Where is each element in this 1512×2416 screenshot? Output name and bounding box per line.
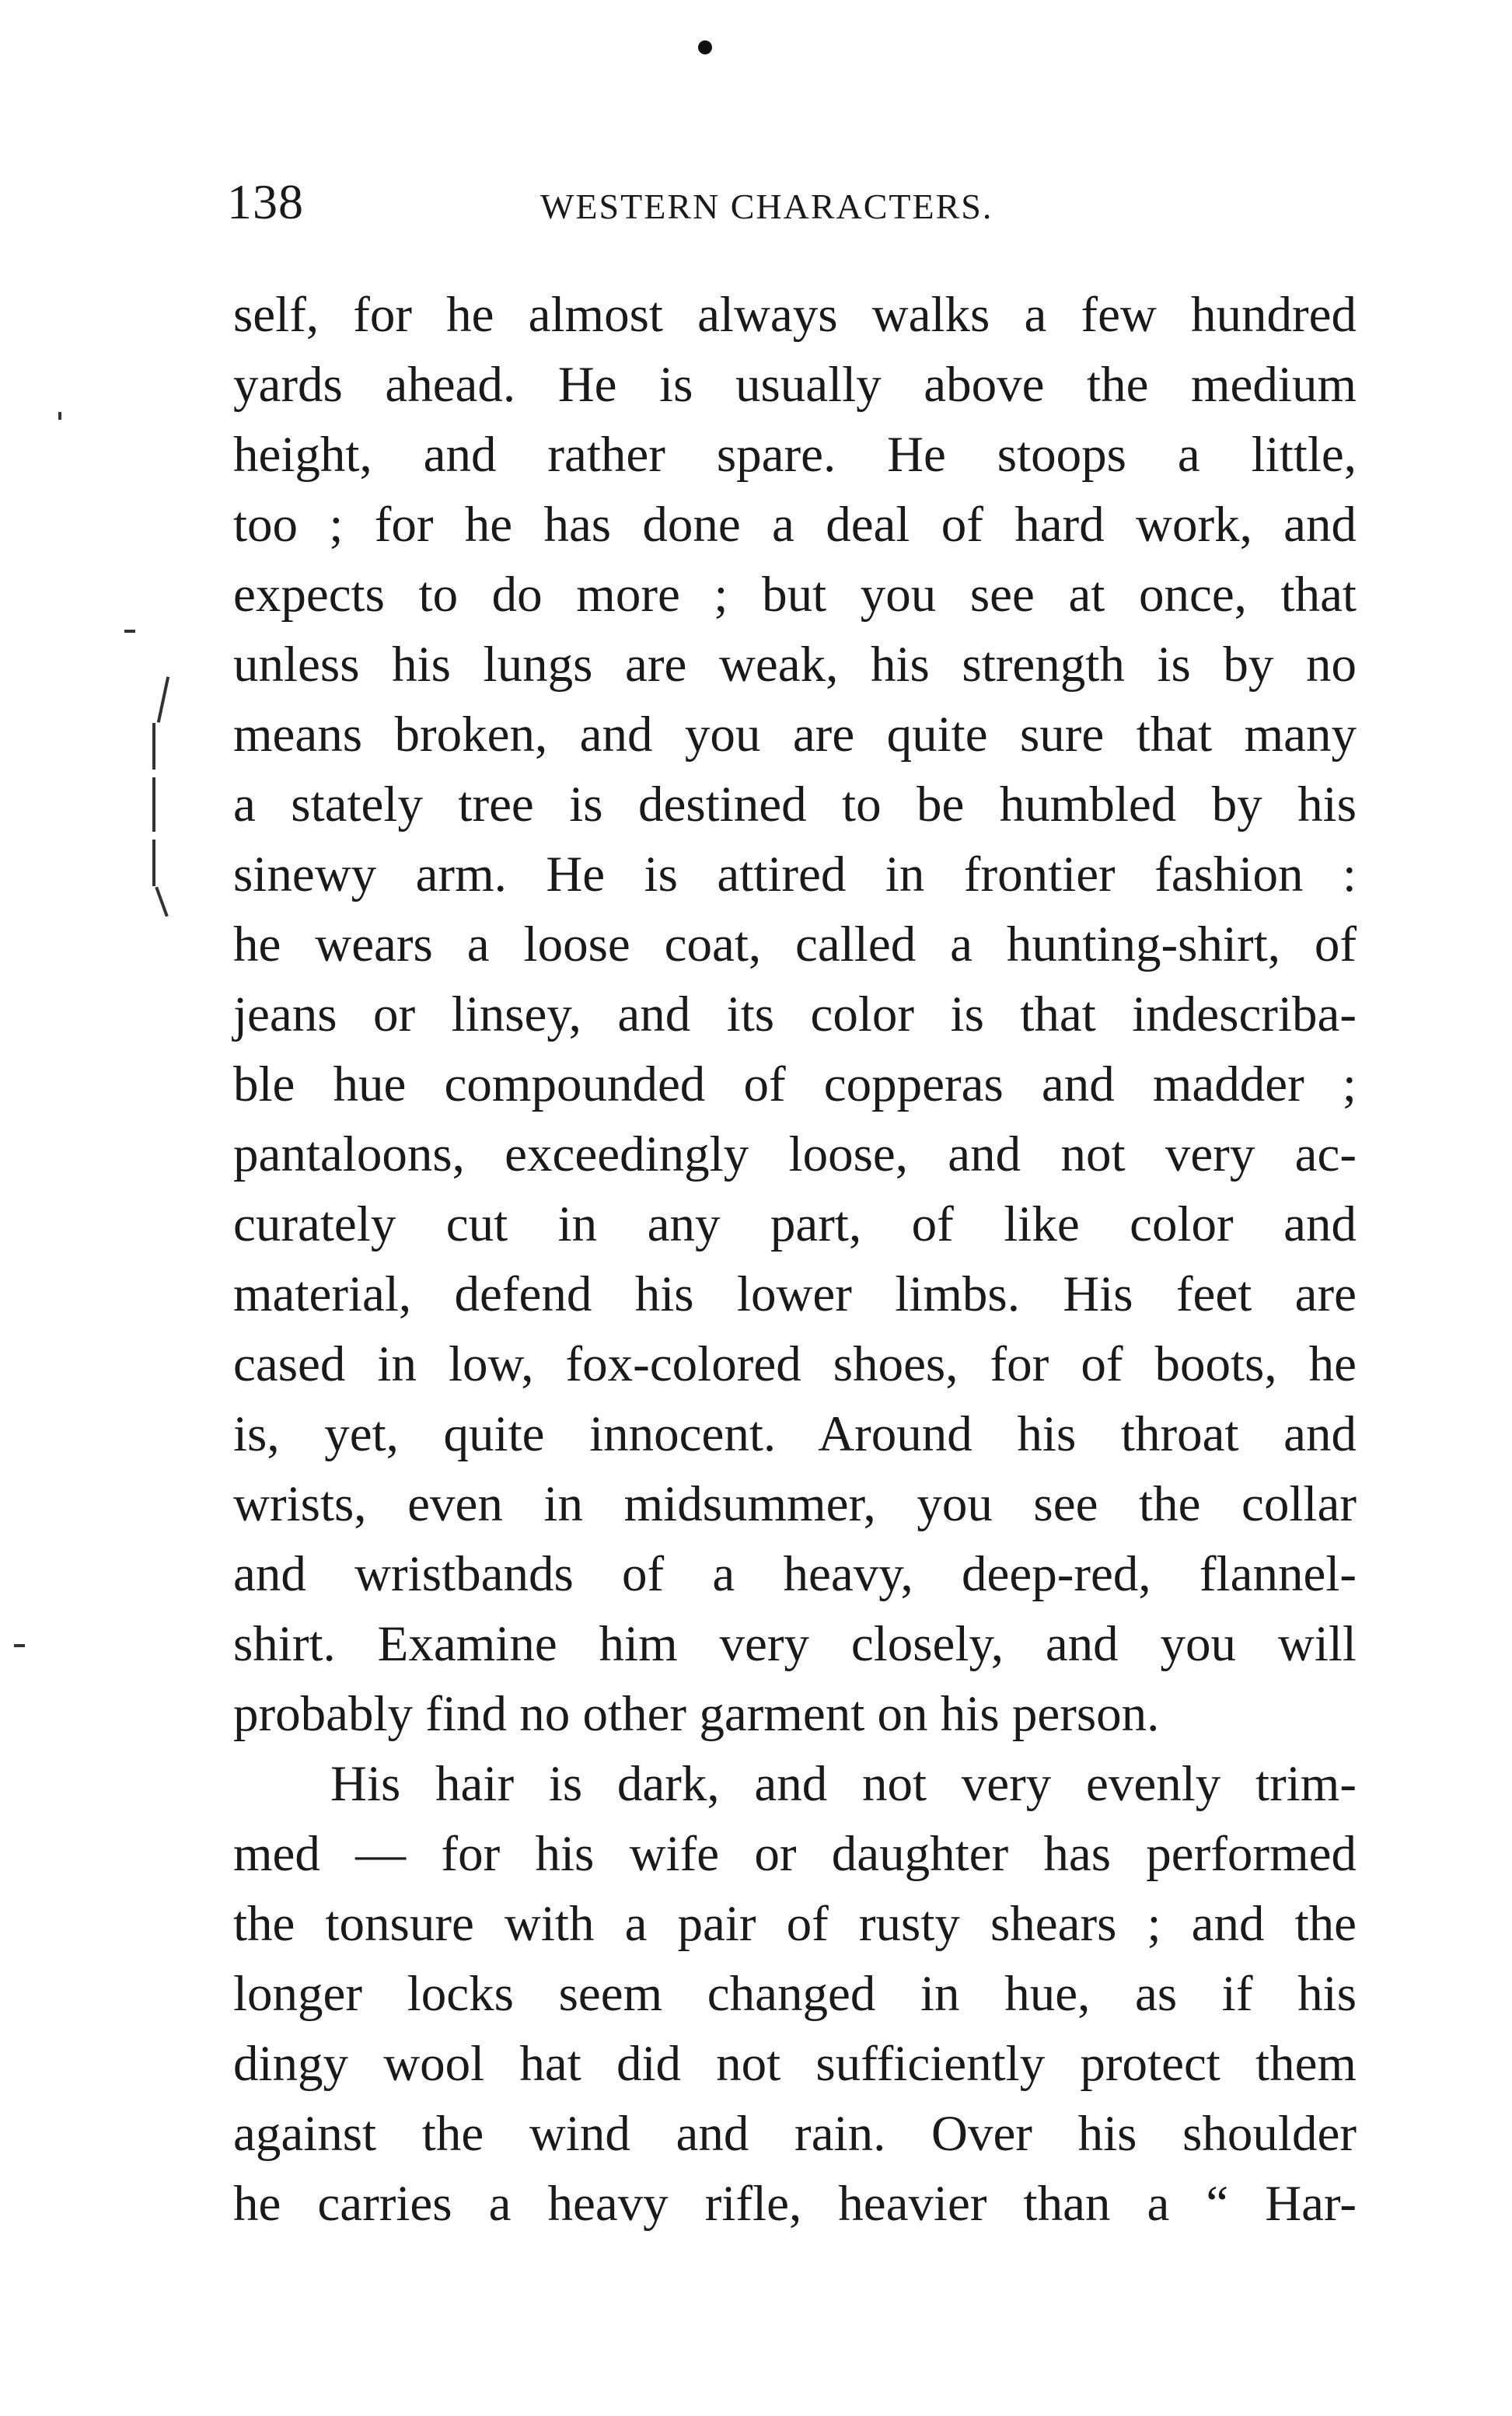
margin-pencil-stroke [155,887,168,917]
text-line: sinewy arm. He is attired in frontier fashion : [233,847,1357,903]
text-line: too ; for he has done a deal of hard work, and [233,497,1357,553]
margin-pencil-stroke [152,723,155,770]
text-line: expects to do more ; but you see at once, that [233,567,1357,623]
running-head: WESTERN CHARACTERS. [540,187,993,226]
text-line: material, defend his lower limbs. His feet are [233,1266,1357,1322]
text-line: he carries a heavy rifle, heavier than a “ Har- [233,2176,1357,2232]
text-line: he wears a loose coat, called a hunting-shirt, of [233,916,1357,972]
margin-speck [14,1644,25,1647]
margin-pencil-stroke [152,777,155,832]
margin-speck [124,630,135,633]
text-line: jeans or linsey, and its color is that indescriba- [233,986,1357,1042]
text-line: the tonsure with a pair of rusty shears ; and the [233,1896,1357,1952]
text-line: self, for he almost always walks a few hundred [233,287,1357,343]
text-line: wrists, even in midsummer, you see the collar [233,1476,1357,1532]
text-line: curately cut in any part, of like color and [233,1196,1357,1252]
text-line: dingy wool hat did not sufficiently protect them [233,2036,1357,2092]
text-line: pantaloons, exceedingly loose, and not very ac- [233,1126,1357,1182]
text-line: med — for his wife or daughter has performed [233,1826,1357,1882]
text-line: cased in low, fox-colored shoes, for of boots, he [233,1336,1357,1392]
text-line: is, yet, quite innocent. Around his throat and [233,1406,1357,1462]
text-line: probably find no other garment on his person. [233,1686,1160,1742]
text-line: height, and rather spare. He stoops a little, [233,427,1357,483]
text-line: unless his lungs are weak, his strength is by no [233,637,1357,693]
page-number: 138 [227,174,304,229]
text-line: against the wind and rain. Over his shoulder [233,2106,1357,2162]
text-line: means broken, and you are quite sure that many [233,707,1357,763]
margin-pencil-stroke [152,840,155,886]
body-text [233,280,1357,2239]
text-line: yards ahead. He is usually above the medium [233,357,1357,413]
margin-speck [58,412,61,420]
text-line: a stately tree is destined to be humbled by his [233,777,1357,833]
text-line: longer locks seem changed in hue, as if his [233,1966,1357,2022]
text-line: and wristbands of a heavy, deep-red, flannel- [233,1546,1357,1602]
margin-pencil-stroke [157,676,169,723]
text-line: shirt. Examine him very closely, and you will [233,1616,1357,1672]
printed-dot-mark [698,40,712,54]
text-line: ble hue compounded of copperas and madder ; [233,1056,1357,1112]
text-line: His hair is dark, and not very evenly trim- [330,1756,1357,1812]
